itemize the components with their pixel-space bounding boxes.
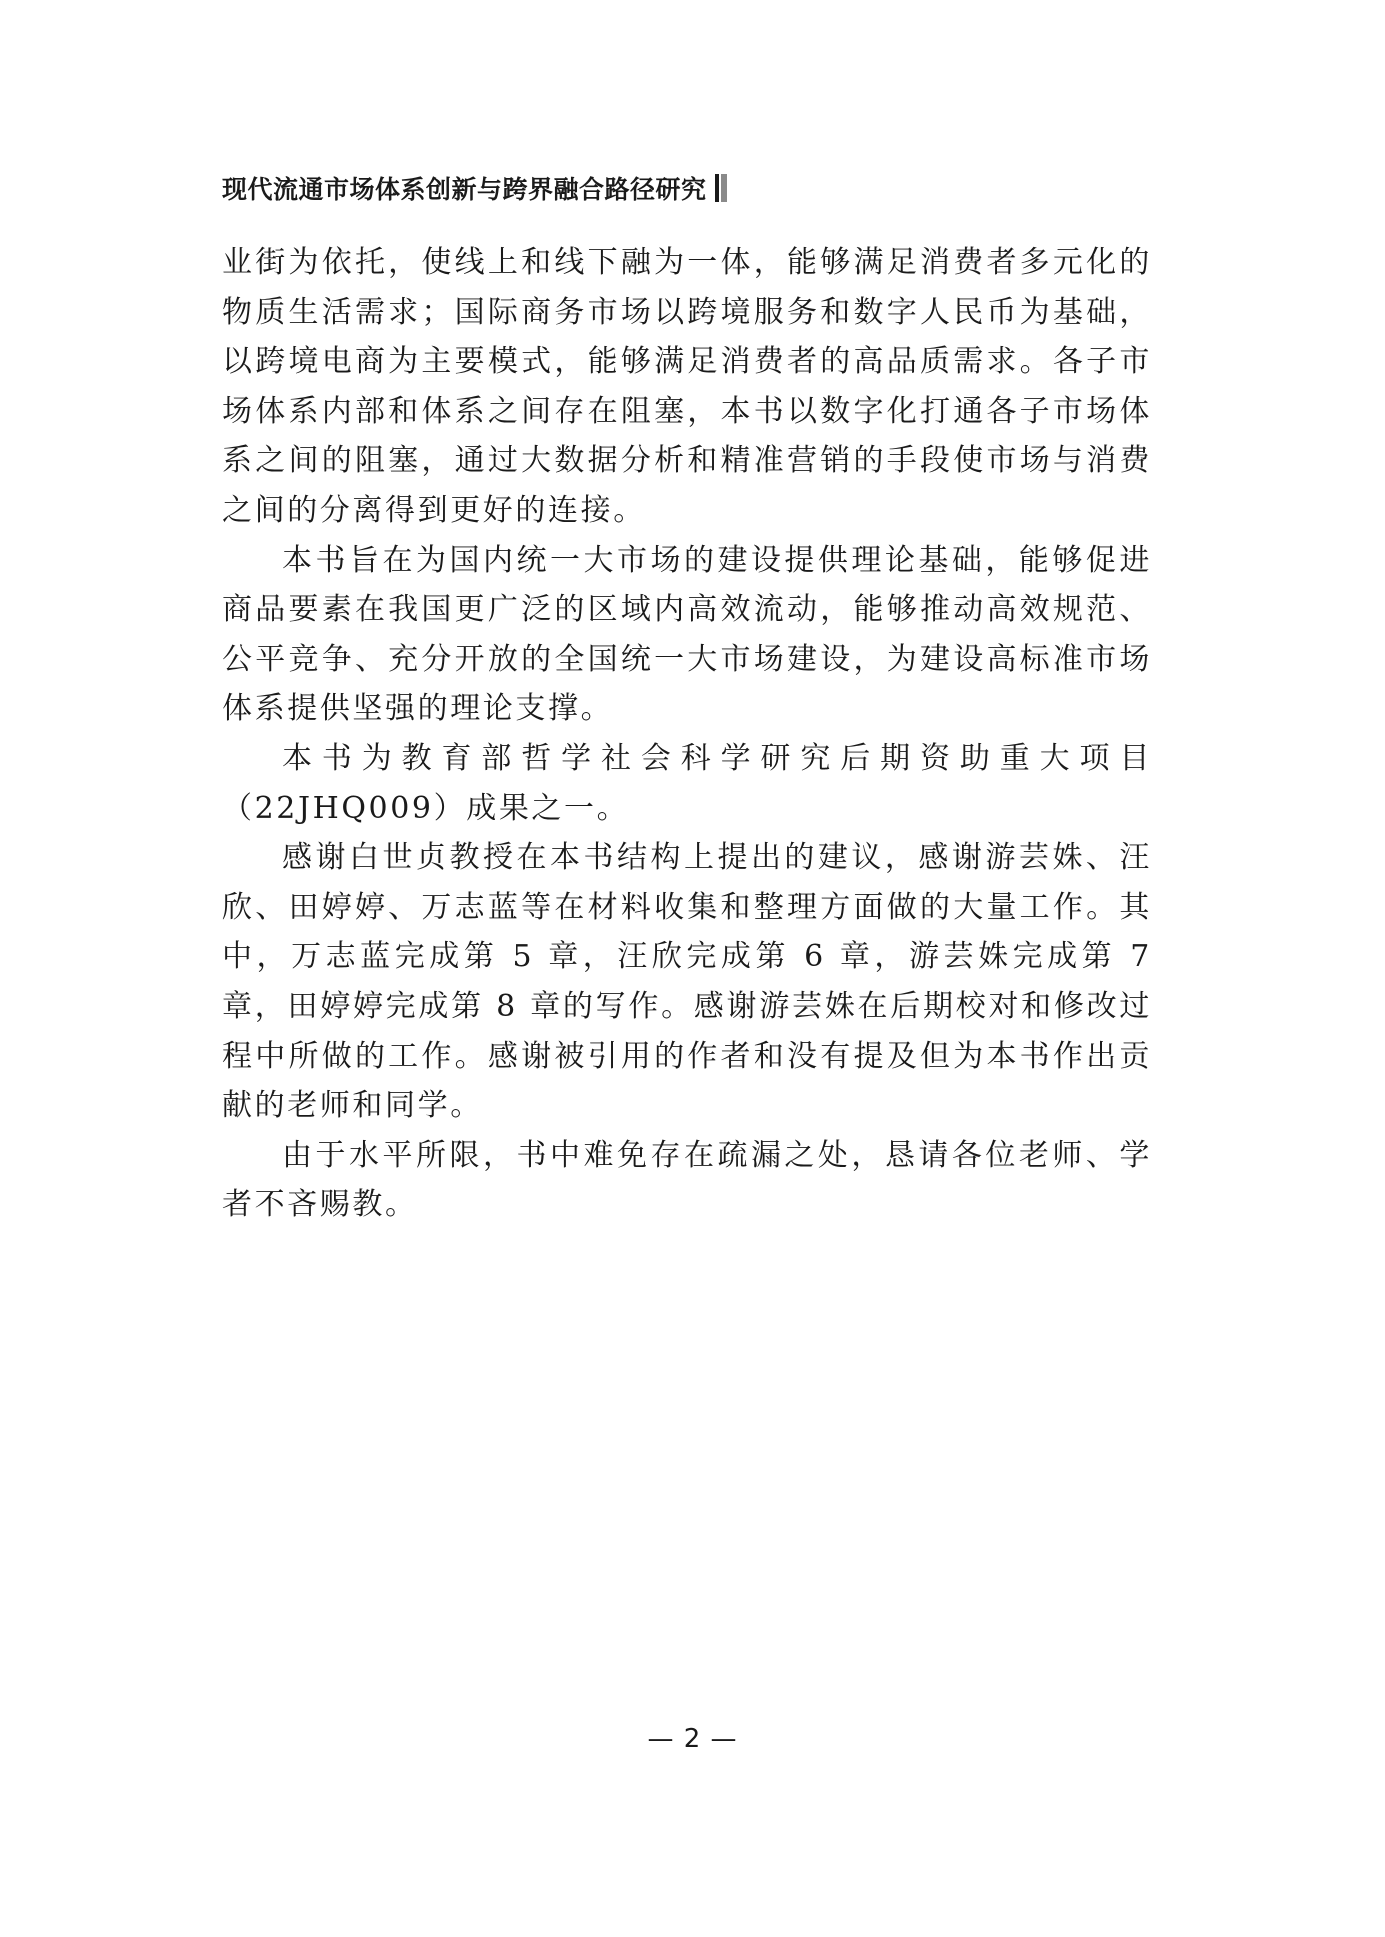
paragraph-disclaimer: 由于水平所限，书中难免存在疏漏之处，恳请各位老师、学者不吝赐教。	[222, 1137, 1152, 1223]
paragraph-acknowledgements: 感谢白世贞教授在本书结构上提出的建议，感谢游芸姝、汪欣、田婷婷、万志蓝等在材料收集和整理方面做的大量工作。其中，万志蓝完成第 5 章，汪欣完成第 6 章，游芸姝完成第 7 章，田婷婷完成第 8 章的写作。感谢游芸姝在后期校对和修改过程中所做的工作。感谢被引用的作者和没有提及但为本书作出贡献的老师和同学。	[222, 840, 1152, 1124]
header-bar-gray	[721, 174, 727, 202]
running-header	[222, 170, 727, 206]
body-text	[222, 238, 1152, 1230]
header-bar-dark	[715, 174, 719, 202]
book-title: 现代流通市场体系创新与跨界融合路径研究	[222, 175, 707, 204]
paragraph-funding: 本书为教育部哲学社会科学研究后期资助重大项目（22JHQ009）成果之一。	[222, 740, 1152, 826]
paragraph-purpose: 本书旨在为国内统一大市场的建设提供理论基础，能够促进商品要素在我国更广泛的区域内高效流动，能够推动高效规范、公平竞争、充分开放的全国统一大市场建设，为建设高标准市场体系提供坚强的理论支撑。	[222, 542, 1152, 727]
page-number: — 2 —	[647, 1724, 738, 1754]
header-bar-mark-icon	[715, 173, 727, 203]
paragraph-continuation: 业街为依托，使线上和线下融为一体，能够满足消费者多元化的物质生活需求；国际商务市场以跨境服务和数字人民币为基础，以跨境电商为主要模式，能够满足消费者的高品质需求。各子市场体系内部和体系之间存在阻塞，本书以数字化打通各子市场体系之间的阻塞，通过大数据分析和精准营销的手段使市场与消费之间的分离得到更好的连接。	[222, 245, 1152, 528]
